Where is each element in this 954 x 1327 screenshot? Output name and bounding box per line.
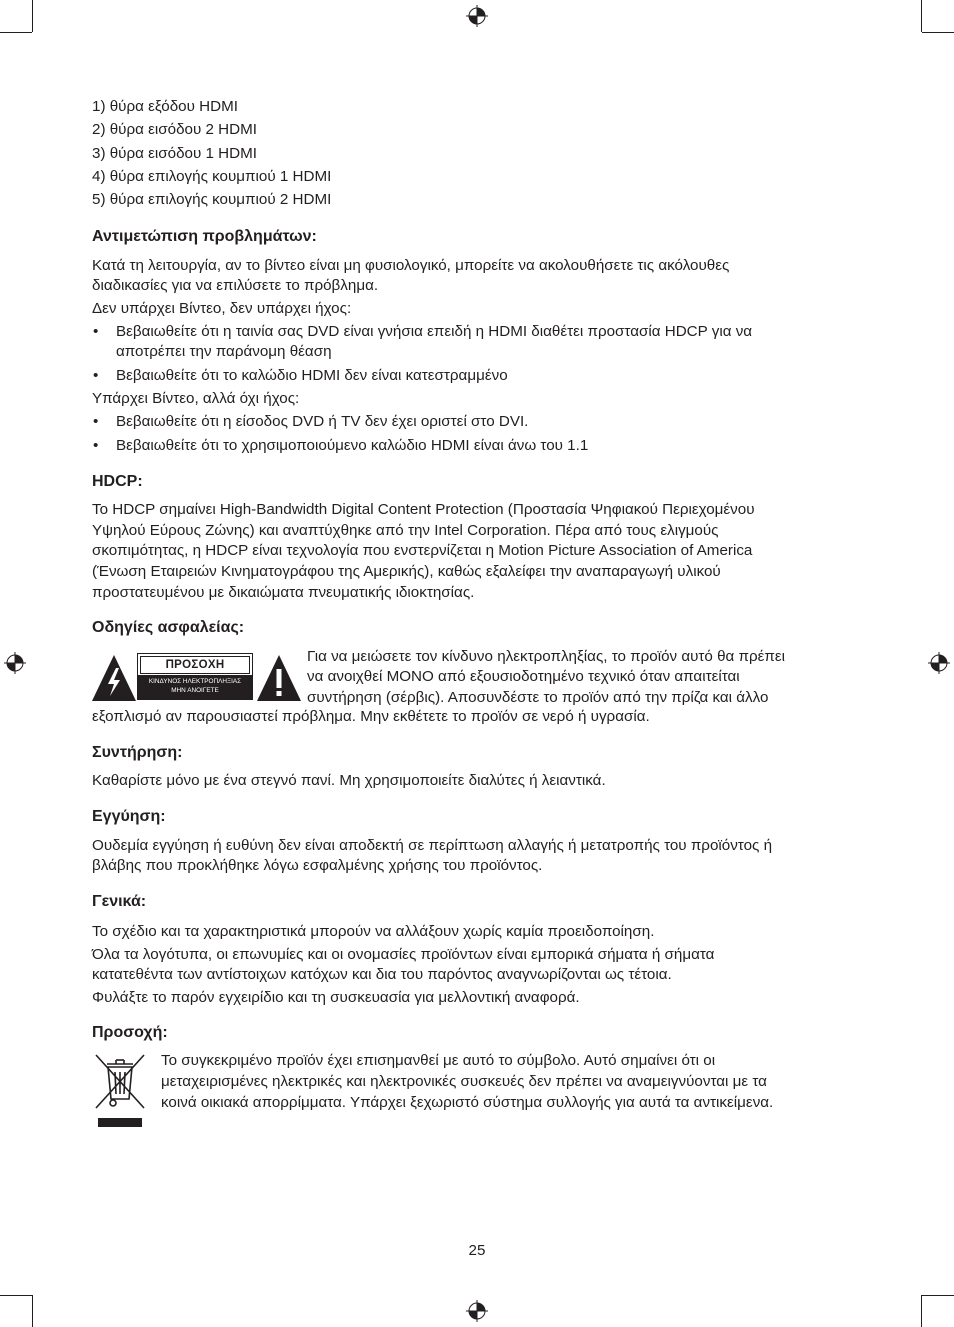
- crop-mark: [0, 32, 32, 33]
- bullet-text: Βεβαιωθείτε ότι η ταινία σας DVD είναι γνήσια επειδή η HDMI διαθέτει προστασία HDCP για να: [116, 323, 753, 340]
- safety-heading: Οδηγίες ασφαλείας:: [92, 619, 245, 636]
- paragraph-line: κατατεθέντα των αντίστοιχων κατόχων και δια του παρόντος αναγνωρίζονται ως τέτοια.: [92, 966, 672, 983]
- paragraph-line: Για να μειώσετε τον κίνδυνο ηλεκτροπληξίας, το προϊόν αυτό θα πρέπει: [307, 648, 786, 665]
- paragraph-line: Καθαρίστε μόνο με ένα στεγνό πανί. Μη χρησιμοποιείτε διαλύτες ή λειαντικά.: [92, 772, 606, 789]
- paragraph-line: Υψηλού Εύρους Ζώνης) και αναπτύχθηκε από την Intel Corporation. Πέρα από τους ελιγμούς: [92, 522, 719, 539]
- bullet-marker: •: [93, 437, 99, 454]
- paragraph-line: σκοπιμότητας, η HDCP είναι τεχνολογία που ενστερνίζεται η Motion Picture Association of America: [92, 542, 753, 559]
- paragraph-line: (Ένωση Εταιρειών Κινηματογράφου της Αμερικής), καθώς εξαλείφει την αναπαραγωγή υλικού: [92, 563, 721, 580]
- paragraph-line: κοινά οικιακά απορρίμματα. Υπάρχει ξεχωριστό σύστημα συλλογής για αυτά τα αντικείμενα.: [161, 1094, 774, 1111]
- paragraph-line: προστατευμένου με δικαιώματα πνευματικής ιδιοκτησίας.: [92, 584, 475, 601]
- bullet-text: αποτρέπει την παράνομη θέαση: [116, 343, 332, 360]
- exclamation-warning-icon: [256, 654, 302, 702]
- bullet-marker: •: [93, 323, 99, 340]
- paragraph-line: Φυλάξτε το παρόν εγχειρίδιο και τη συσκευασία για μελλοντική αναφορά.: [92, 989, 580, 1006]
- caution-subtitle: ΚΙΝΔΥΝΟΣ ΗΛΕΚΤΡΟΠΛΗΞΙΑΣ: [148, 678, 242, 685]
- list-item: 2) θύρα εισόδου 2 HDMI: [92, 121, 257, 138]
- paragraph-line: μεταχειρισμένες ηλεκτρικές και ηλεκτρονικές συσκευές δεν πρέπει να αναμειγνύονται με τα: [161, 1073, 767, 1090]
- electric-shock-warning-icon: [91, 654, 137, 702]
- crop-mark: [32, 1295, 33, 1327]
- paragraph-line: συντήρηση (σέρβις). Αποσυνδέστε το προϊόν από την πρίζα και άλλο: [307, 689, 769, 706]
- paragraph-line: Το σχέδιο και τα χαρακτηριστικά μπορούν να αλλάξουν χωρίς καμία προειδοποίηση.: [92, 923, 655, 940]
- case-label: Υπάρχει Βίντεο, αλλά όχι ήχος:: [92, 390, 300, 407]
- page-number: 25: [468, 1242, 486, 1259]
- caution-title: ΠΡΟΣΟΧΗ: [140, 656, 250, 674]
- crop-mark: [0, 1295, 32, 1296]
- bullet-marker: •: [93, 367, 99, 384]
- registration-mark-icon: [466, 1300, 488, 1322]
- crop-mark: [921, 1295, 922, 1327]
- troubleshooting-heading: Αντιμετώπιση προβλημάτων:: [92, 228, 317, 245]
- attention-heading: Προσοχή:: [92, 1024, 168, 1041]
- paragraph-line: Το HDCP σημαίνει High-Bandwidth Digital Content Protection (Προστασία Ψηφιακού Περιεχομένου: [92, 501, 755, 518]
- list-item: 4) θύρα επιλογής κουμπιού 1 HDMI: [92, 168, 332, 185]
- general-heading: Γενικά:: [92, 893, 147, 910]
- registration-mark-icon: [4, 652, 26, 674]
- paragraph-line: Ουδεμία εγγύηση ή ευθύνη δεν είναι αποδεκτή σε περίπτωση αλλαγής ή μετατροπής του προϊόντος ή: [92, 837, 773, 854]
- paragraph-line: να ανοιχθεί ΜΟΝΟ από εξουσιοδοτημένο τεχνικό όταν απαιτείται: [307, 668, 740, 685]
- crop-mark: [921, 0, 922, 32]
- paragraph-line: Κατά τη λειτουργία, αν το βίντεο είναι μη φυσιολογικό, μπορείτε να ακολουθήσετε τις ακόλουθες: [92, 257, 730, 274]
- bullet-text: Βεβαιωθείτε ότι το καλώδιο HDMI δεν είναι κατεστραμμένο: [116, 367, 508, 384]
- paragraph-line: Το συγκεκριμένο προϊόν έχει επισημανθεί με αυτό το σύμβολο. Αυτό σημαίνει ότι οι: [161, 1052, 716, 1069]
- bullet-text: Βεβαιωθείτε ότι η είσοδος DVD ή TV δεν έχει οριστεί στο DVI.: [116, 413, 529, 430]
- list-item: 5) θύρα επιλογής κουμπιού 2 HDMI: [92, 191, 332, 208]
- registration-mark-icon: [466, 5, 488, 27]
- paragraph-line: βλάβης που προκλήθηκε λόγω εσφαλμένης χρήσης του προϊόντος.: [92, 857, 543, 874]
- hdcp-heading: HDCP:: [92, 473, 143, 490]
- maintenance-heading: Συντήρηση:: [92, 744, 183, 761]
- warranty-heading: Εγγύηση:: [92, 808, 166, 825]
- list-item: 1) θύρα εξόδου HDMI: [92, 98, 238, 115]
- caution-subtitle: ΜΗΝ ΑΝΟΙΓΕΤΕ: [171, 687, 219, 694]
- caution-label: [137, 653, 253, 700]
- crop-mark: [32, 0, 33, 32]
- paragraph-line: Όλα τα λογότυπα, οι επωνυμίες και οι ονομασίες προϊόντων είναι εμπορικά σήματα ή σήματα: [92, 946, 715, 963]
- paragraph-line: εξοπλισμό αν παρουσιαστεί πρόβλημα. Μην εκθέτετε το προϊόν σε νερό ή υγρασία.: [92, 708, 650, 725]
- case-label: Δεν υπάρχει Βίντεο, δεν υπάρχει ήχος:: [92, 300, 352, 317]
- crop-mark: [922, 32, 954, 33]
- crossed-out-wheelie-bin-icon: [94, 1052, 146, 1128]
- registration-mark-icon: [928, 652, 950, 674]
- paragraph-line: διαδικασίες για να επιλύσετε το πρόβλημα.: [92, 277, 379, 294]
- bullet-marker: •: [93, 413, 99, 430]
- bullet-text: Βεβαιωθείτε ότι το χρησιμοποιούμενο καλώδιο HDMI είναι άνω του 1.1: [116, 437, 589, 454]
- crop-mark: [922, 1295, 954, 1296]
- list-item: 3) θύρα εισόδου 1 HDMI: [92, 145, 257, 162]
